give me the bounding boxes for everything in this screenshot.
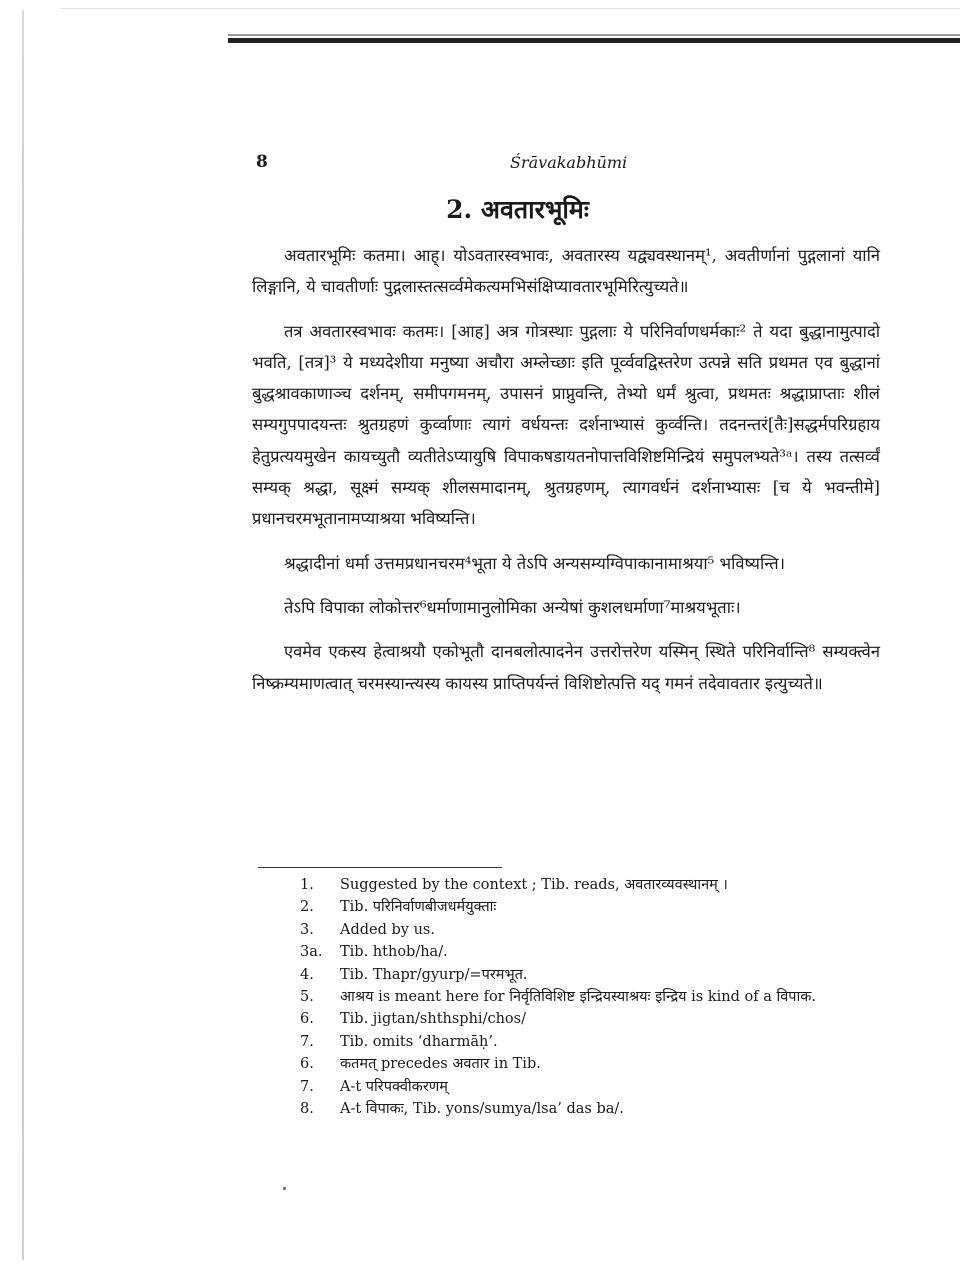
page-number: 8 xyxy=(256,152,268,172)
footnote xyxy=(300,1076,880,1098)
footnote-text: आश्रय is meant here for निर्वृतिविशिष्ट इन्द्रियस्याश्रयः इन्द्रिय is kind of a विपाक. xyxy=(340,989,817,1006)
footnote-number: 6. xyxy=(300,1011,314,1028)
footnote-number: 2. xyxy=(300,899,314,916)
header-rule xyxy=(228,34,960,43)
footnote-number: 6. xyxy=(300,1056,314,1073)
running-head: Śrāvakabhūmi xyxy=(510,153,628,172)
footnote-text: A-t परिपक्वीकरणम् xyxy=(340,1078,448,1095)
footnote xyxy=(300,941,880,963)
footnotes xyxy=(300,874,880,1120)
footnote-rule xyxy=(258,867,502,868)
footnote-text: Tib. omits ‘dharmāḥ’. xyxy=(340,1033,498,1050)
paragraph-3: श्रद्धादीनां धर्मा उत्तमप्रधानचरम⁴भूता ये तेऽपि अन्यसम्यग्विपाकानामाश्रया⁵ भविष्यन्ति। xyxy=(284,553,785,573)
footnote-text: Tib. परिनिर्वाणबीजधर्मयुक्ताः xyxy=(340,899,497,916)
paragraph-1: अवतारभूमिः कतमा। आह्। योऽवतारस्वभावः, अवतारस्य यद्व्यवस्थानम्¹, अवतीर्णानां पुद्गलानां यानि लिङ्गानि, ये चावतीर्णाः पुद्गलास्तत्सर्व्वमेकत्यमभिसंक्षिप्यावतारभूमिरित्युच्यते॥ xyxy=(252,246,880,297)
paragraph-4: तेऽपि विपाका लोकोत्तर⁶धर्माणामानुलोमिका अन्येषां कुशलधर्माणा⁷माश्रयभूताः। xyxy=(284,597,741,617)
paragraph-5: एवमेव एकस्य हेत्वाश्रयौ एकोभूतौ दानबलोत्पादनेन उत्तरोत्तरेण यस्मिन् स्थिते परिनिर्वान्ति⁸ सम्यक्त्वेन निष्क्रम्यमाणत्वात् चरमस्यान्त्यस्य कायस्य प्राप्तिपर्यन्तं विशिष्टोत्पत्ति यद् गमनं तदेवावतार इत्युच्यते॥ xyxy=(252,642,880,693)
footnote-text: A-t विपाकः, Tib. yons/sumya/lsa’ das ba/. xyxy=(340,1101,624,1118)
footnote-number: 4. xyxy=(300,966,314,983)
footnote xyxy=(300,874,880,896)
footnote xyxy=(300,1008,880,1030)
footnote-number: 1. xyxy=(300,877,314,893)
footnote-number: 7. xyxy=(300,1033,314,1050)
footnote xyxy=(300,896,880,918)
footnote xyxy=(300,1098,880,1120)
footnote-text: Tib. jigtan/shthsphi/chos/ xyxy=(340,1011,526,1028)
scan-speck xyxy=(283,1187,286,1190)
footnote-text: कतमत् precedes अवतार in Tib. xyxy=(340,1056,541,1073)
footnote xyxy=(300,1053,880,1075)
footnote-number: 3a. xyxy=(300,944,323,961)
footnote-text: Tib. Thapr/gyurp/=परमभूत. xyxy=(340,966,528,983)
footnote xyxy=(300,919,880,941)
footnote-text: Suggested by the context ; Tib. reads, अवतारव्यवस्थानम् । xyxy=(340,877,728,893)
footnote xyxy=(300,964,880,986)
footnote-text: Tib. hthob/ha/. xyxy=(340,944,448,961)
footnote xyxy=(300,986,880,1008)
footnote-number: 5. xyxy=(300,989,314,1006)
footnote-number: 3. xyxy=(300,921,314,938)
section-title: 2. अवतारभूमिः xyxy=(446,195,589,224)
scan-edge-top xyxy=(60,8,960,9)
footnote-number: 7. xyxy=(300,1078,314,1095)
footnote xyxy=(300,1031,880,1053)
footnote-number: 8. xyxy=(300,1101,314,1118)
footnote-text: Added by us. xyxy=(340,921,435,938)
paragraph-2: तत्र अवतारस्वभावः कतमः। [आह] अत्र गोत्रस्थाः पुद्गलाः ये परिनिर्वाणधर्मकाः² ते यदा बुद्धानामुत्पादो भवति, [तत्र]³ ये मध्यदेशीया मनुष्या अचौरा अम्लेच्छाः इति पूर्व्ववद्विस्तरेण उत्पन्ने सति प्रथमत एव बुद्धानां बुद्धश्रावकाणाञ्च दर्शनम्, समीपगमनम्, उपासनं प्राप्नुवन्ति, तेभ्यो धर्मं श्रुत्वा, प्रथमतः श्रद्धाप्राप्ताः शीलं सम्यगुपपादयन्तः श्रुतग्रहणं कुर्व्वाणाः त्यागं वर्धयन्तः दर्शनाभ्यासं कुर्व्वन्ति। तदनन्तरं[तैः]सद्धर्मपरिग्रहाय हेतुप्रत्ययमुखेन कायच्युतौ व्यतीतेऽप्यायुषि विपाकषडायतनोपात्तविशिष्टमिन्द्रियं समुपलभ्यते³ᵃ। तस्य तत्सर्व्वं सम्यक् श्रद्धा, सूक्ष्मं सम्यक् शीलसमादानम्, श्रुतग्रहणम्, त्यागवर्धनं दर्शनाभ्यासः [च ये भवन्तीमे] प्रधानचरमभूतानामप्याश्रया भविष्यन्ति। xyxy=(252,321,880,529)
main-text xyxy=(252,240,880,712)
